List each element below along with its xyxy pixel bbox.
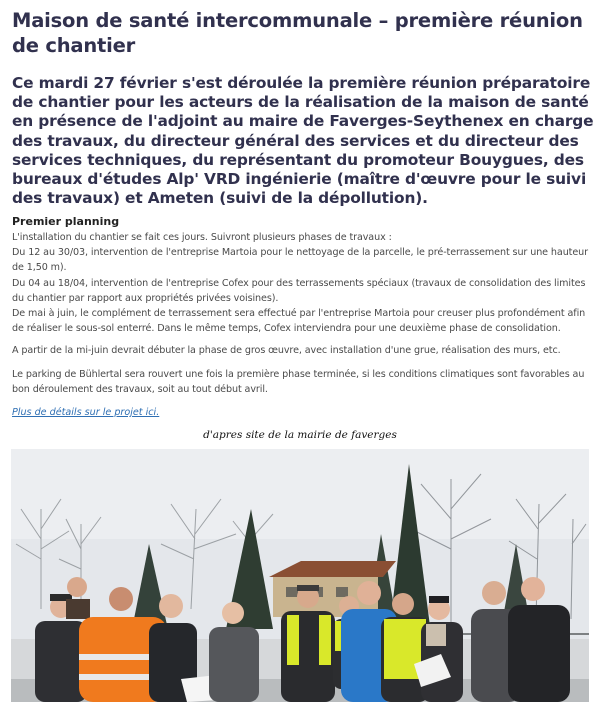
paragraph-line: bon déroulement des travaux, soit au tout début avril. [12, 384, 268, 396]
planning-line: de réaliser le sous-sol enterré. Dans le même temps, Cofex interviendra pour une deuxième phase de consolidation. [12, 323, 561, 335]
planning-line: De mai à juin, le complément de terrassement sera effectué par l'entreprise Martoia pour creuser plus profondément afin [12, 308, 586, 320]
article-title: Maison de santé intercommunale – première réunion de chantier [12, 9, 583, 57]
photo-caption: d'apres site de la mairie de faverges [203, 429, 397, 441]
planning-line: Du 04 au 18/04, intervention de l'entreprise Cofex pour des terrassements spéciaux (travaux de consolidation des limites [12, 277, 586, 289]
project-details-link[interactable]: Plus de détails sur le projet ici. [12, 407, 160, 418]
site-meeting-photo [11, 449, 589, 702]
paragraph-line: Le parking de Bühlertal sera rouvert une fois la première phase terminée, si les conditions climatiques sont favorables au [12, 369, 585, 380]
article-lead: Ce mardi 27 février s'est déroulée la première réunion préparatoire de chantier pour les acteurs de la réalisation de la maison de santé en présence de l'adjoint au maire de Faverges-Seythenex en charge des travaux, du directeur général des services et du directeur des services techniques, du représentant du promoteur Bouygues, des bureaux d'études Alp' VRD ingénierie (maître d'œuvre pour le suivi des travaux) et Ameten (suivi de la dépollution). [12, 74, 594, 208]
parking-paragraph [12, 367, 592, 397]
planning-line: de 1,50 m). [12, 262, 67, 274]
gros-oeuvre-paragraph [12, 343, 592, 358]
planning-paragraph [12, 230, 592, 336]
planning-line: L'installation du chantier se fait ces jours. Suivront plusieurs phases de travaux : [12, 232, 392, 243]
paragraph-line: A partir de la mi-juin devrait débuter la phase de gros œuvre, avec installation d'une grue, réalisation des murs, etc. [12, 345, 561, 356]
planning-line: Du 12 au 30/03, intervention de l'entreprise Martoia pour le nettoyage de la parcelle, le pré-terrassement sur une hauteur [12, 247, 588, 259]
section-title-planning: Premier planning [12, 215, 120, 228]
planning-line: du chantier par rapport aux propriétés privées voisines). [12, 292, 279, 304]
